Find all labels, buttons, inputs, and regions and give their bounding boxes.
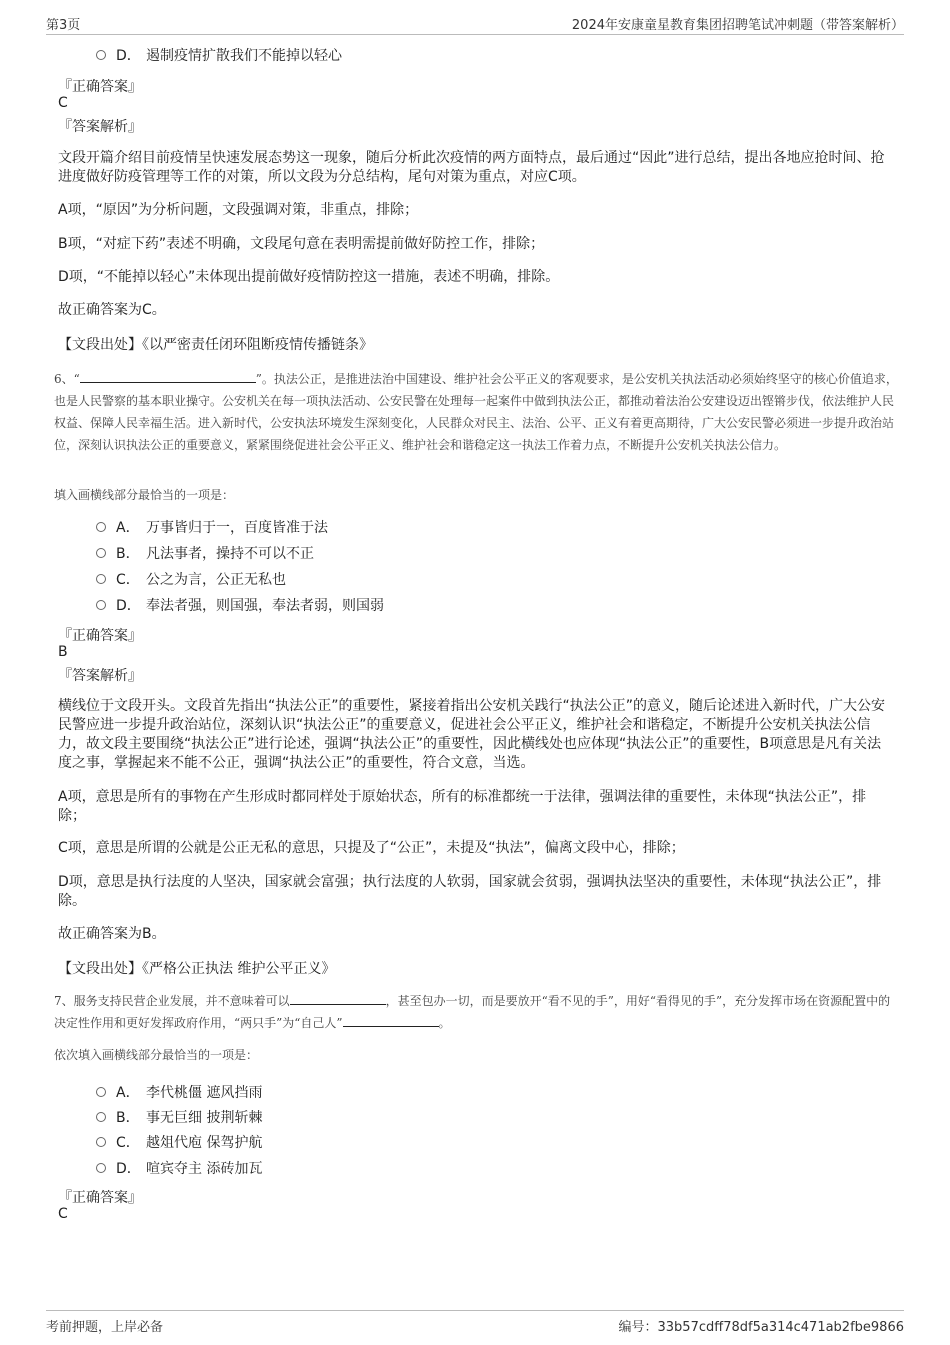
q6-option-b[interactable]: B． 凡法事者，操持不可以不正: [96, 544, 314, 564]
q6-option-a[interactable]: A． 万事皆归于一，百度皆准于法: [96, 518, 328, 538]
q5-option-d[interactable]: D． 遏制疫情扩散我们不能掉以轻心: [96, 46, 342, 66]
analysis-label: 『答案解析』: [58, 668, 142, 684]
source-title: 《以严密责任闭环阻断疫情传播链条》: [142, 337, 373, 353]
document-code: 编号：33b57cdff78df5a314c471ab2fbe9866: [618, 1320, 904, 1335]
fill-blank: [290, 992, 386, 1005]
q7-option-a[interactable]: A． 李代桃僵 遮风挡雨: [96, 1083, 262, 1103]
analysis-paragraph: B项，“对症下药”表述不明确，文段尾句意在表明需提前做好防控工作，排除；: [58, 236, 545, 252]
answer-label: 『正确答案』: [58, 628, 142, 644]
page-number: 第3页: [46, 18, 81, 33]
radio-icon[interactable]: [96, 50, 106, 60]
answer-label: 『正确答案』: [58, 1190, 142, 1206]
question-7-prompt: 依次填入画横线部分最恰当的一项是：: [54, 1048, 259, 1062]
analysis-paragraph: 横线位于文段开头。文段首先指出“执法公正”的重要性，紧接着指出公安机关践行“执法公正”的意义，随后论述进入新时代，广大公安民警应进一步提升政治站位，深刻认识“执法公正”的重要意义，促进社会公平正义，维护社会和谐稳定，不断提升公安机关执法公信力，故文段主要围绕“执法公正”进行论述，强调“执法公正”的重要性，因此横线处也应体现“执法公正”的重要性，B项意思是凡有关法度之事，掌握起来不能不公正，强调“执法公正”的重要性，符合文意，当选。: [58, 698, 886, 771]
analysis-paragraph: D项，“不能掉以轻心”未体现出提前做好疫情防控这一措施，表述不明确，排除。: [58, 269, 560, 285]
analysis-paragraph: A项，意思是所有的事物在产生形成时都同样处于原始状态，所有的标准都统一于法律，强调法律的重要性，未体现“执法公正”，排除；: [58, 789, 867, 824]
q7-option-b[interactable]: B． 事无巨细 披荆斩棘: [96, 1108, 262, 1128]
footer-slogan: 考前押题，上岸必备: [46, 1320, 164, 1335]
radio-icon[interactable]: [96, 1112, 106, 1122]
radio-icon[interactable]: [96, 548, 106, 558]
analysis-paragraph: 故正确答案为C。: [58, 302, 166, 318]
analysis-paragraph: C项，意思是所谓的公就是公正无私的意思，只提及了“公正”，未提及“执法”，偏离文段中心，排除；: [58, 840, 685, 856]
analysis-paragraph: 故正确答案为B。: [58, 926, 166, 942]
analysis-paragraph: 文段开篇介绍目前疫情呈快速发展态势这一现象，随后分析此次疫情的两方面特点，最后通过“因此”进行总结，提出各地应抢时间、抢进度做好防疫管理等工作的对策，所以文段为分总结构，尾句对策为重点，对应C项。: [58, 150, 885, 185]
source-label: 【文段出处】: [58, 337, 142, 353]
page-header: [46, 14, 904, 35]
radio-icon[interactable]: [96, 600, 106, 610]
answer-label: 『正确答案』: [58, 79, 142, 95]
source-title: 《严格公正执法 维护公平正义》: [142, 961, 336, 977]
fill-blank: [343, 1014, 439, 1027]
radio-icon[interactable]: [96, 574, 106, 584]
source-citation: [58, 958, 335, 978]
page-footer: [46, 1310, 904, 1335]
radio-icon[interactable]: [96, 522, 106, 532]
radio-icon[interactable]: [96, 1137, 106, 1147]
document-title: 2024年安康童星教育集团招聘笔试冲刺题（带答案解析）: [571, 18, 904, 33]
question-6-stem: 6、“ ”。执法公正，是推进法治中国建设、维护社会公平正义的客观要求，是公安机关执法活动必须始终坚守的核心价值追求，也是人民警察的基本职业操守。公安机关在每一项执法活动、公安民警在处理每一起案件中做到执法公正，都推动着法治公安建设迈出铿锵步伐，依法维护人民权益、保障人民幸福生活。进入新时代，公安执法环境发生深刻变化，人民群众对民主、法治、公平、正义有着更高期待，广大公安民警必须进一步提升政治站位，深刻认识执法公正的重要意义，紧紧围绕促进社会公平正义、维护社会和谐稳定这一执法工作着力点，不断提升公安机关执法公信力。: [54, 372, 898, 452]
question-6-prompt: 填入画横线部分最恰当的一项是：: [54, 488, 235, 502]
q7-option-d[interactable]: D． 喧宾夺主 添砖加瓦: [96, 1159, 262, 1179]
q6-option-c[interactable]: C． 公之为言，公正无私也: [96, 570, 286, 590]
radio-icon[interactable]: [96, 1163, 106, 1173]
q6-option-d[interactable]: D． 奉法者强，则国强，奉法者弱，则国弱: [96, 596, 384, 616]
question-7-stem: 7、服务支持民营企业发展，并不意味着可以 ，甚至包办一切，而是要放开“看不见的手”，用好“看得见的手”，充分发挥市场在资源配置中的决定性作用和更好发挥政府作用，“两只手”为“自己人” 。: [54, 994, 891, 1030]
radio-icon[interactable]: [96, 1087, 106, 1097]
q7-option-c[interactable]: C． 越俎代庖 保驾护航: [96, 1133, 262, 1153]
fill-blank: [80, 370, 256, 383]
analysis-paragraph: D项，意思是执行法度的人坚决，国家就会富强；执行法度的人软弱，国家就会贫弱，强调执法坚决的重要性，未体现“执法公正”，排除。: [58, 874, 882, 909]
answer-value: C: [58, 1206, 68, 1222]
answer-value: B: [58, 644, 68, 660]
analysis-paragraph: A项，“原因”为分析问题，文段强调对策，非重点，排除；: [58, 202, 419, 218]
answer-value: C: [58, 95, 68, 111]
analysis-label: 『答案解析』: [58, 119, 142, 135]
source-label: 【文段出处】: [58, 961, 142, 977]
source-citation: [58, 334, 373, 354]
